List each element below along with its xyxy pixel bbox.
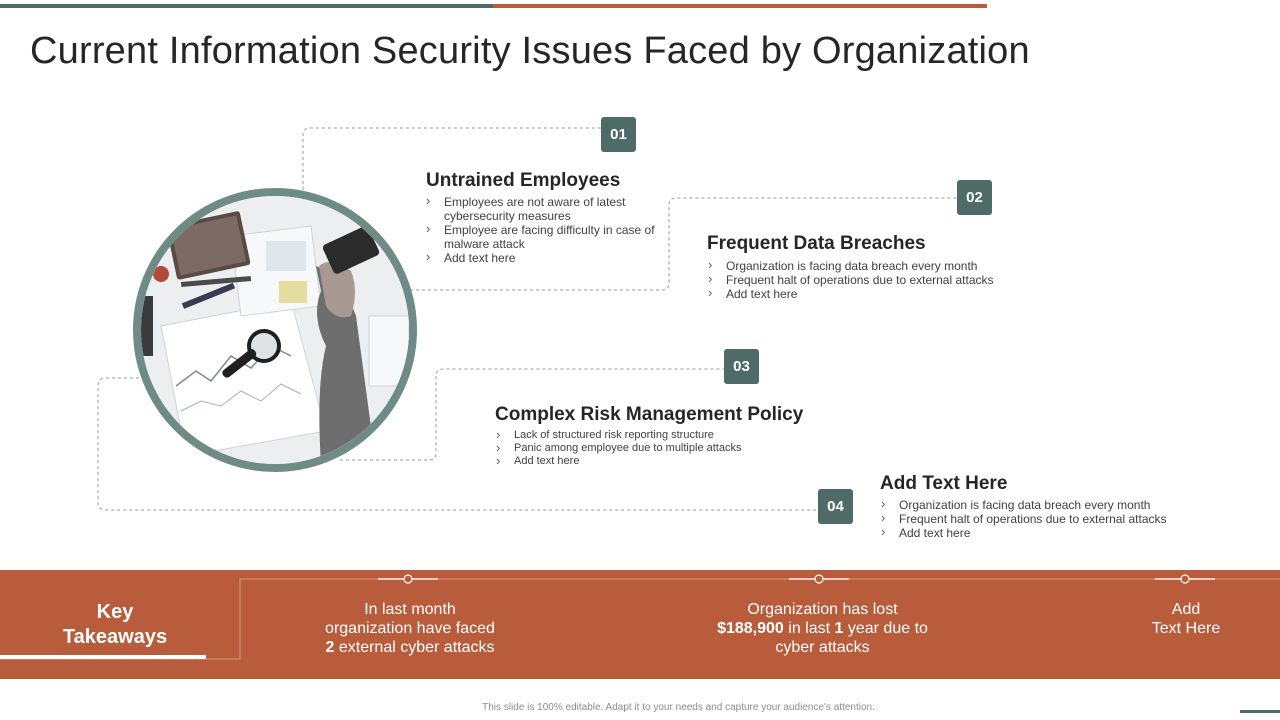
issue-03-point-1: › Lack of structured risk reporting structure [496,429,796,442]
issue-02-heading: Frequent Data Breaches [707,233,926,254]
issue-01-point-1: › Employees are not aware of latest cybersecurity measures [426,195,676,223]
key-takeaways-underline [0,655,206,659]
footer-note: This slide is 100% editable. Adapt it to your needs and capture your audience's attention. [482,702,875,713]
takeaway-1-line2: organization have faced [325,620,495,637]
issue-01-point-2: › Employee are facing difficulty in case of malware attack [426,223,676,251]
takeaway-3-text [1126,600,1246,638]
takeaway-1-count: 2 [325,639,335,656]
takeaway-2-line2-rest: year due to [843,620,928,637]
takeaway-2-line3: cyber attacks [775,639,870,656]
issue-02-point-3: › Add text here [708,287,1028,301]
issue-04-heading: Add Text Here [880,473,1008,494]
issue-02-point-1: › Organization is facing data breach every month [708,259,1028,273]
takeaway-3-line2: Text Here [1151,620,1221,637]
takeaway-2-dot [815,575,823,583]
takeaway-2-line2 [690,619,955,638]
takeaway-3-line1: Add [1171,601,1201,618]
issue-01-heading: Untrained Employees [426,170,621,191]
issue-03-point-2: › Panic among employee due to multiple attacks [496,442,796,455]
issue-01-badge: 01 [601,117,636,152]
issue-01-point-3: › Add text here [426,251,676,265]
takeaway-1-text [290,600,530,657]
takeaway-2-line2-mid: in last [783,620,835,637]
issue-04-point-2: › Frequent halt of operations due to external attacks [881,512,1201,526]
key-takeaways-label-line1: Key [96,601,134,623]
issue-03-point-3: › Add text here [496,455,796,468]
takeaway-3-dot [1181,575,1189,583]
takeaway-1-dot [404,575,412,583]
takeaway-2-years: 1 [834,620,844,637]
issue-04-point-3: › Add text here [881,526,1201,540]
key-takeaways-label [0,600,230,650]
slide-title: Current Information Security Issues Faced by Organization [30,30,1030,72]
key-takeaways-label-line2: Takeaways [62,626,168,648]
issue-03-heading: Complex Risk Management Policy [495,404,804,425]
issue-02-badge: 02 [957,180,992,215]
issue-04-badge: 04 [818,489,853,524]
takeaway-1-line1: In last month [364,601,456,618]
corner-accent [1240,710,1280,713]
takeaway-2-text [690,600,955,657]
issue-02-point-2: › Frequent halt of operations due to external attacks [708,273,1028,287]
takeaway-1-line3-rest: external cyber attacks [334,639,495,656]
issue-03-badge: 03 [724,349,759,384]
takeaway-2-amount: $188,900 [717,620,784,637]
takeaway-2-line1: Organization has lost [747,601,898,618]
issue-04-point-1: › Organization is facing data breach every month [881,498,1201,512]
takeaway-1-line3 [290,638,530,657]
